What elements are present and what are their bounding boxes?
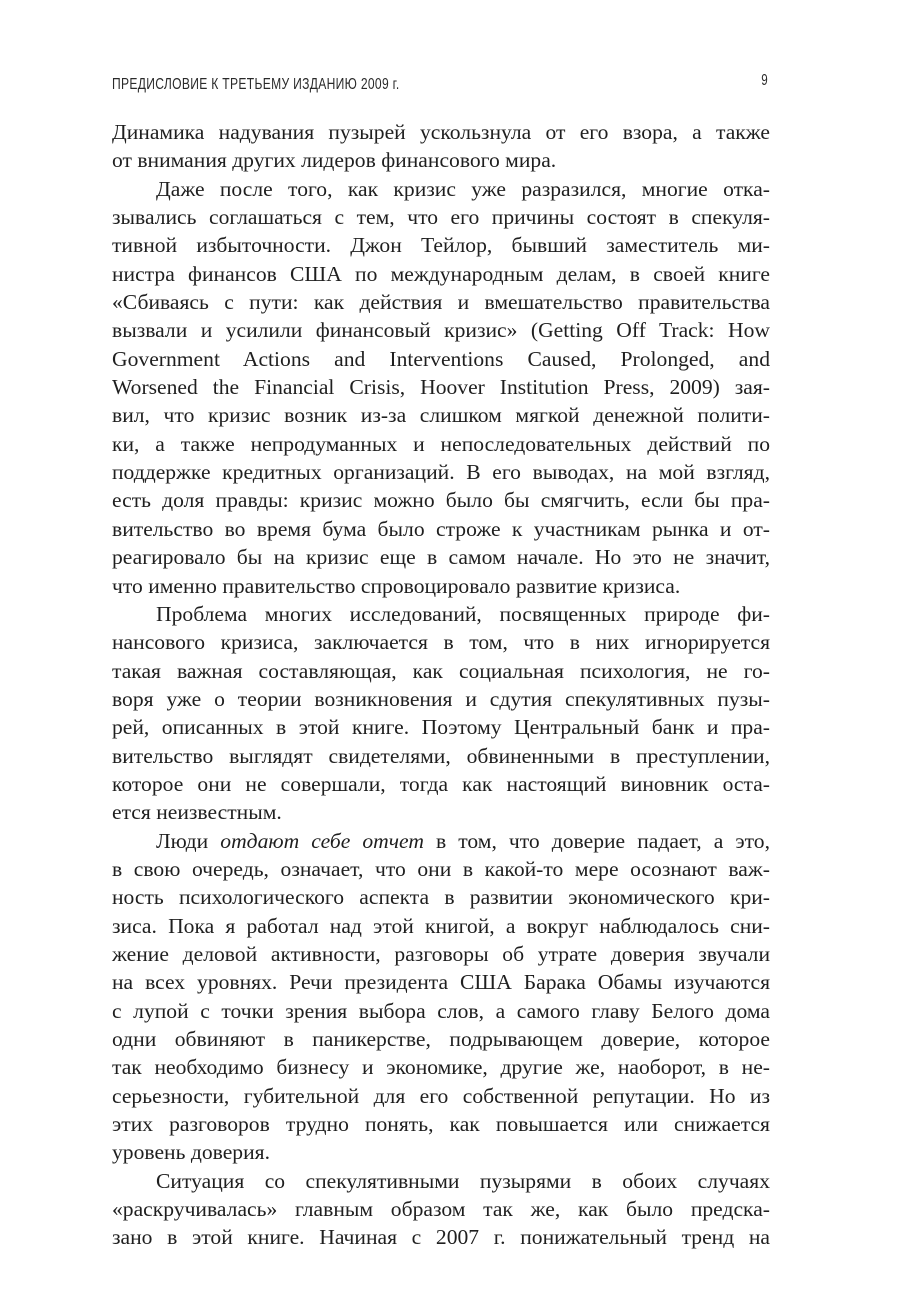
text-line: нансового кризиса, заключается в том, что в них игнорируется [112, 630, 770, 655]
text-line: Worsened the Financial Crisis, Hoover Institution Press, 2009) зая- [112, 375, 770, 400]
text-line: уровень доверия. [112, 1140, 270, 1165]
text-line: зиса. Пока я работал над этой книгой, а вокруг наблюдалось сни- [112, 913, 770, 938]
page-number: 9 [761, 72, 768, 89]
text-line: так необходимо бизнесу и экономике, другие же, наоборот, в не- [112, 1055, 770, 1080]
text-line: от внимания других лидеров финансового мира. [112, 148, 557, 173]
text-line: этих разговоров трудно понять, как повышается или снижается [112, 1112, 770, 1137]
body-text [112, 118, 770, 1252]
emphasized-text: отдают себе отчет [220, 828, 424, 853]
text-line: «Сбиваясь с пути: как действия и вмешательство правительства [112, 290, 770, 315]
text-line: Проблема многих исследований, посвященных природе фи- [156, 601, 770, 626]
running-header [112, 72, 768, 100]
text-line: Даже после того, как кризис уже разразился, многие отка- [156, 176, 770, 201]
text-run: в том, что доверие падает, а это, [423, 828, 771, 853]
text-line: воря уже о теории возникновения и сдутия спекулятивных пузы- [112, 686, 770, 711]
paragraph [112, 827, 770, 1167]
text-line: тивной избыточности. Джон Тейлор, бывший заместитель ми- [112, 233, 770, 258]
text-line: ность психологического аспекта в развитии экономического кри- [112, 885, 770, 910]
text-line: что именно правительство спровоцировало развитие кризиса. [112, 573, 681, 598]
text-line: Government Actions and Interventions Caused, Prolonged, and [112, 346, 770, 371]
text-line: Динамика надувания пузырей ускользнула от его взора, а также [112, 120, 770, 144]
text-line: поддержке кредитных организаций. В его выводах, на мой взгляд, [112, 460, 770, 485]
text-line: на всех уровнях. Речи президента США Барака Обамы изучаются [112, 970, 770, 995]
paragraph [112, 118, 770, 175]
text-line: вызвали и усилили финансовый кризис» (Getting Off Track: How [112, 318, 770, 343]
text-line: реагировало бы на кризис еще в самом начале. Но это не значит, [112, 545, 770, 570]
text-line: в свою очередь, означает, что они в какой-то мере осознают важ- [112, 856, 770, 881]
text-line: жение деловой активности, разговоры об утрате доверия звучали [112, 941, 770, 966]
paragraph [112, 175, 770, 600]
text-line: зано в этой книге. Начиная с 2007 г. понижательный тренд на [112, 1225, 770, 1250]
text-line: вил, что кризис возник из-за слишком мягкой денежной полити- [112, 403, 770, 428]
running-header-title: ПРЕДИСЛОВИЕ К ТРЕТЬЕМУ ИЗДАНИЮ 2009 г. [112, 76, 400, 93]
text-line: зывались соглашаться с тем, что его причины состоят в спекуля- [112, 205, 770, 230]
text-line: такая важная составляющая, как социальная психология, не го- [112, 658, 770, 683]
paragraph [112, 1167, 770, 1252]
text-line-with-emphasis [112, 827, 770, 855]
text-run: Люди [156, 828, 221, 853]
text-line: которое они не совершали, тогда как настоящий виновник оста- [112, 771, 770, 796]
text-line: ки, а также непродуманных и непоследовательных действий по [112, 431, 770, 456]
paragraph [112, 600, 770, 827]
text-line: нистра финансов США по международным делам, в своей книге [112, 261, 770, 286]
text-line: вительство выглядят свидетелями, обвиненными в преступлении, [112, 743, 770, 768]
text-line: ется неизвестным. [112, 800, 282, 825]
text-line: вительство во время бума было строже к участникам рынка и от- [112, 516, 770, 541]
text-line: серьезности, губительной для его собственной репутации. Но из [112, 1083, 770, 1108]
text-line: «раскручивалась» главным образом так же, как было предска- [112, 1197, 770, 1222]
text-line: одни обвиняют в паникерстве, подрывающем доверие, которое [112, 1027, 770, 1051]
text-line: есть доля правды: кризис можно было бы смягчить, если бы пра- [112, 488, 770, 513]
text-line: рей, описанных в этой книге. Поэтому Центральный банк и пра- [112, 715, 770, 740]
text-line: Ситуация со спекулятивными пузырями в обоих случаях [156, 1168, 770, 1193]
text-line: с лупой с точки зрения выбора слов, а самого главу Белого дома [112, 998, 770, 1023]
